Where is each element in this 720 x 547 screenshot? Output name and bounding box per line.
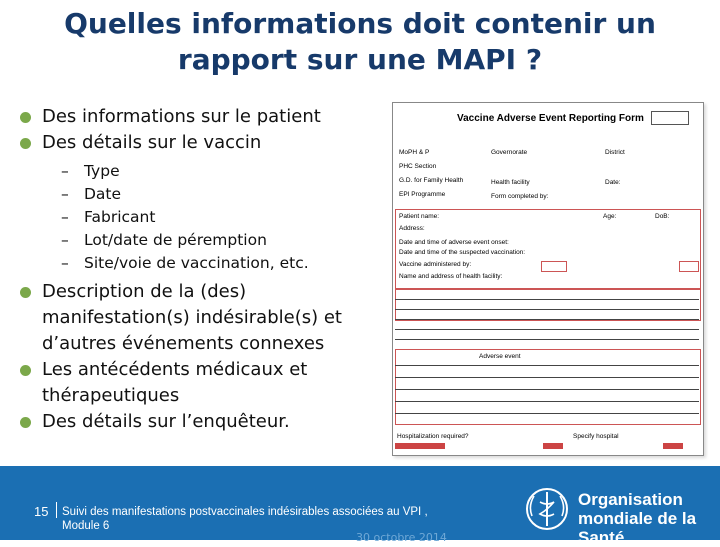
- bullet-item: Des informations sur le patient: [18, 104, 378, 130]
- who-name: Organisation mondiale de la Santé: [578, 490, 697, 547]
- bullet-dot-icon: [20, 112, 31, 123]
- form-label: District: [605, 149, 625, 156]
- form-id-box: [651, 111, 689, 125]
- bullet-item: Description de la (des) manifestation(s) indésirable(s) et d’autres événements connexes: [18, 279, 378, 357]
- bullet-item: Des détails sur l’enquêteur.: [18, 409, 378, 435]
- title-line-2: rapport sur une MAPI ?: [177, 43, 543, 76]
- form-label: DoB:: [655, 213, 670, 220]
- bullet-dot-icon: [20, 287, 31, 298]
- form-label: PHC Section: [399, 163, 437, 170]
- footer-separator: [56, 502, 57, 518]
- form-label: Governorate: [491, 149, 528, 156]
- form-label: Specify hospital: [573, 433, 619, 440]
- form-title: Vaccine Adverse Event Reporting Form: [457, 113, 644, 124]
- form-label: Hospitalization required?: [397, 433, 469, 440]
- form-label: Date and time of the suspected vaccination:: [399, 249, 526, 256]
- bullet-dot-icon: [20, 417, 31, 428]
- sub-bullet-item: – Type: [61, 162, 120, 180]
- sub-bullet-item: – Site/voie de vaccination, etc.: [61, 254, 309, 272]
- form-label: Date:: [605, 179, 621, 186]
- sub-bullet-item: – Fabricant: [61, 208, 156, 226]
- form-label: Name and address of health facility:: [399, 273, 503, 280]
- form-input-box: [541, 261, 567, 272]
- form-label: Health facility: [491, 179, 530, 186]
- form-label: Patient name:: [399, 213, 440, 220]
- who-logo: [524, 486, 714, 547]
- form-label: Age:: [603, 213, 617, 220]
- form-label: Date and time of adverse event onset:: [399, 239, 509, 246]
- form-label: Form completed by:: [491, 193, 549, 200]
- form-label: Adverse event: [479, 353, 521, 360]
- footer-source: Suivi des manifestations postvaccinales indésirables associées au VPI , Module 6: [62, 506, 428, 532]
- bullet-list: [18, 104, 378, 435]
- footer-bar: [0, 466, 720, 547]
- form-input-box: [679, 261, 699, 272]
- form-label: MoPH & P: [399, 149, 430, 156]
- form-label: Address:: [399, 225, 425, 232]
- slide-title: [0, 6, 720, 78]
- form-label: Vaccine administered by:: [399, 261, 472, 268]
- report-form-image: [392, 102, 704, 456]
- bullet-dot-icon: [20, 138, 31, 149]
- sub-bullet-item: – Lot/date de péremption: [61, 231, 267, 249]
- form-label: G.D. for Family Health: [399, 177, 464, 184]
- title-line-1: Quelles informations doit contenir un: [64, 7, 656, 40]
- bullet-item: Des détails sur le vaccin: [18, 130, 378, 156]
- form-label: EPI Programme: [399, 191, 446, 198]
- bullet-item: Les antécédents médicaux et thérapeutiques: [18, 357, 378, 409]
- footer-date: 30 octobre 2014: [356, 531, 447, 544]
- page-number: 15: [34, 504, 49, 519]
- sub-bullet-item: – Date: [61, 185, 122, 203]
- vaccine-table-box: [395, 289, 701, 321]
- who-emblem-icon: [524, 486, 570, 532]
- bullet-dot-icon: [20, 365, 31, 376]
